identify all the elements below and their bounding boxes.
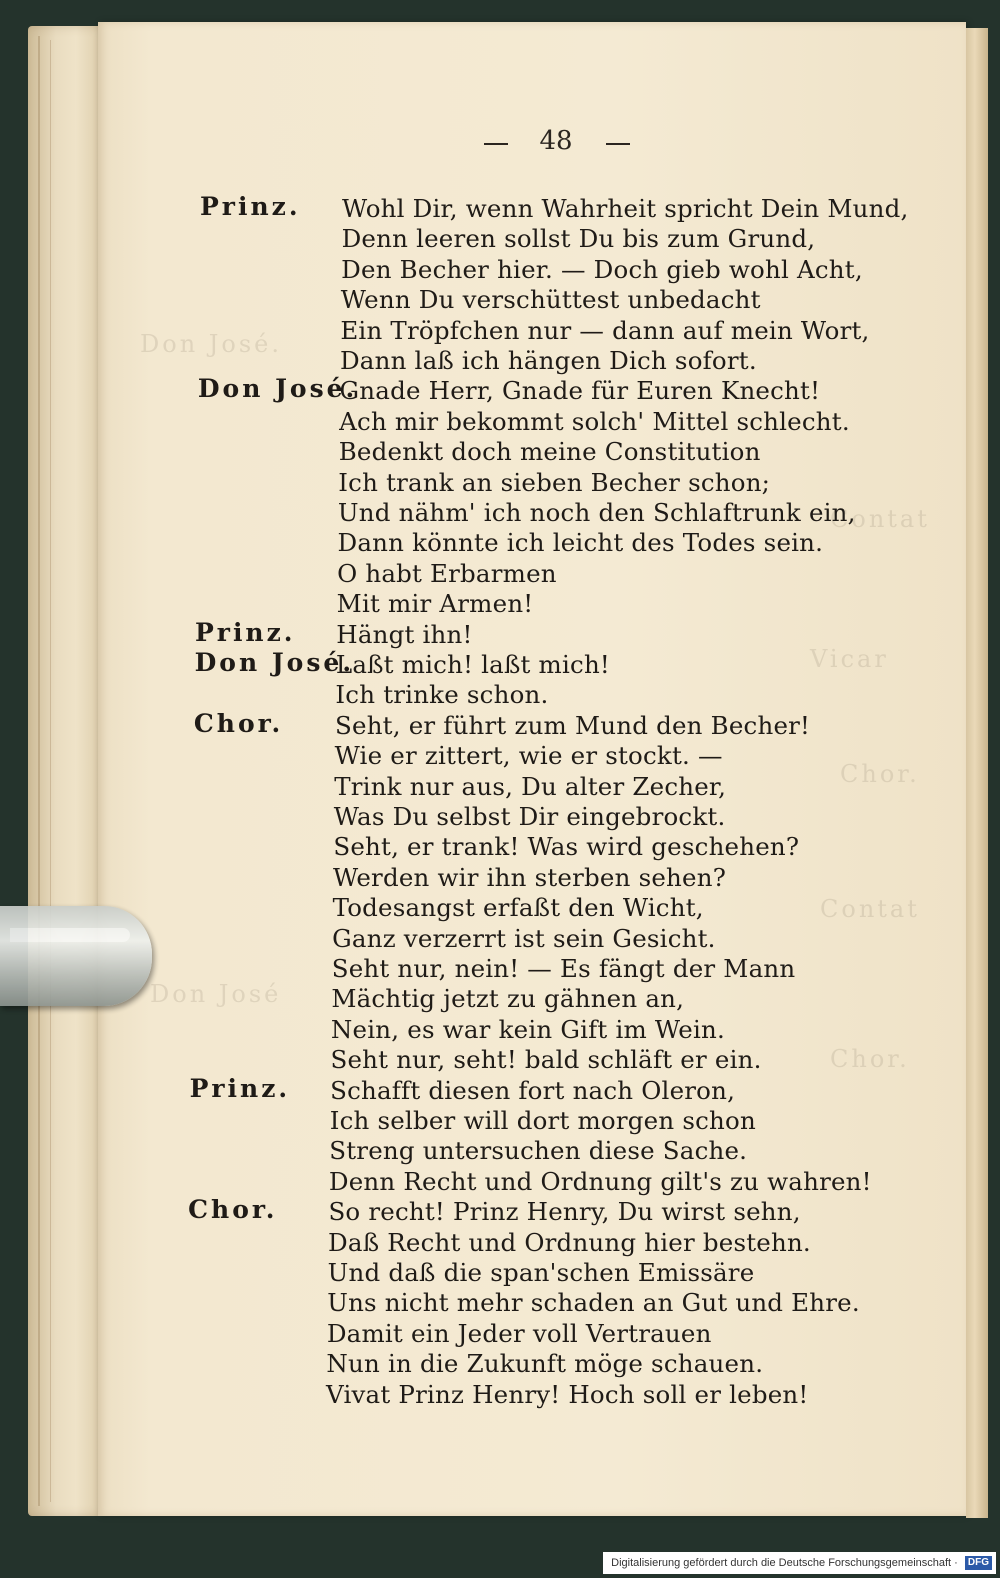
verse-line: Seht, er trank! Was wird geschehen? [333,832,800,862]
verse-line: Bedenkt doch meine Constitution [338,437,761,467]
verse-line: Wenn Du verschüttest unbedacht [340,285,761,315]
page-edge [966,28,988,1518]
page-stack [28,26,108,1516]
speaker-label: Chor. [193,708,284,738]
bleed-through: Don José. [140,330,282,358]
verse-line: Seht nur, seht! bald schläft er ein. [330,1045,762,1075]
verse-line: Dann könnte ich leicht des Todes sein. [337,528,824,558]
verse-line: Ich trank an sieben Becher schon; [338,467,771,497]
verse-line: Vivat Prinz Henry! Hoch soll er leben! [326,1379,809,1409]
verse-line: Den Becher hier. — Doch gieb wohl Acht, [341,254,863,284]
verse-line: Was Du selbst Dir eingebrockt. [333,802,726,831]
verse-line: Wohl Dir, wenn Wahrheit spricht Dein Mund, [342,194,909,223]
verse-line: Wie er zittert, wie er stockt. — [334,741,723,771]
verse-line: Hängt ihn! [336,619,473,649]
verse-line: Uns nicht mehr schaden an Gut und Ehre. [327,1288,860,1318]
speaker-label: Prinz. [189,1073,291,1103]
funding-footer [603,1552,996,1574]
page-number: 48 [539,126,573,156]
speaker-label: Prinz. [194,617,296,647]
verse-line: Ich selber will dort morgen schon [329,1106,756,1135]
verse-line: Dann laß ich hängen Dich sofort. [339,346,757,375]
verse-line: Ich trinke schon. [335,680,549,710]
verse-line: Ganz verzerrt ist sein Gesicht. [332,923,716,953]
verse-line: Denn Recht und Ordnung gilt's zu wahren! [328,1166,872,1196]
footer-text: Digitalisierung gefördert durch die Deutsche Forschungsgemeinschaft · [611,1557,958,1569]
verse-line: Nun in die Zukunft möge schauen. [326,1349,764,1379]
verse-line: Streng untersuchen diese Sache. [329,1136,748,1166]
bleed-through: Chor. [840,760,920,788]
speaker-label: Prinz. [200,192,301,221]
bleed-through: Don José [150,980,282,1008]
verse-line: So recht! Prinz Henry, Du wirst sehn, [328,1197,801,1227]
verse-line: Daß Recht und Ordnung hier bestehn. [328,1227,811,1257]
verse-line: Trink nur aus, Du alter Zecher, [334,771,727,801]
verse-line: Und nähm' ich noch den Schlaftrunk ein, [337,498,856,527]
dfg-logo: DFG [965,1556,992,1570]
verse-line: Ein Tröpfchen nur — dann auf mein Wort, [340,315,870,345]
verse-line: Werden wir ihn sterben sehen? [332,862,727,892]
verse-line: Laßt mich! laßt mich! [335,650,610,679]
verse-line: Gnade Herr, Gnade für Euren Knecht! [339,376,821,406]
page-number-dash-right [606,143,630,145]
verse-line: Nein, es war kein Gift im Wein. [330,1014,725,1044]
speaker-label: Chor. [188,1195,278,1225]
verse-line: Ach mir bekommt solch' Mittel schlecht. [339,406,850,436]
speaker-label: Don José. [194,648,355,677]
bleed-through: Contat [830,505,930,533]
verse-line: Und daß die span'schen Emissäre [327,1258,755,1287]
bleed-through: Chor. [830,1045,910,1073]
verse-line: Mit mir Armen! [336,589,534,619]
page-weight-clip [0,906,152,1006]
verse-line: O habt Erbarmen [337,558,557,588]
speaker-label: Don José. [197,374,358,404]
verse-line: Mächtig jetzt zu gähnen an, [331,984,685,1014]
bleed-through: Contat [820,895,920,923]
verse-line: Damit ein Jeder voll Vertrauen [326,1318,712,1348]
verse-line: Seht nur, nein! — Es fängt der Mann [331,954,796,983]
verse-line: Todesangst erfaßt den Wicht, [332,893,704,923]
bleed-through: Vicar [810,645,889,673]
verse-line: Schafft diesen fort nach Oleron, [330,1075,736,1105]
verse-line: Denn leeren sollst Du bis zum Grund, [341,224,816,254]
verse-line: Seht, er führt zum Mund den Becher! [335,710,811,740]
